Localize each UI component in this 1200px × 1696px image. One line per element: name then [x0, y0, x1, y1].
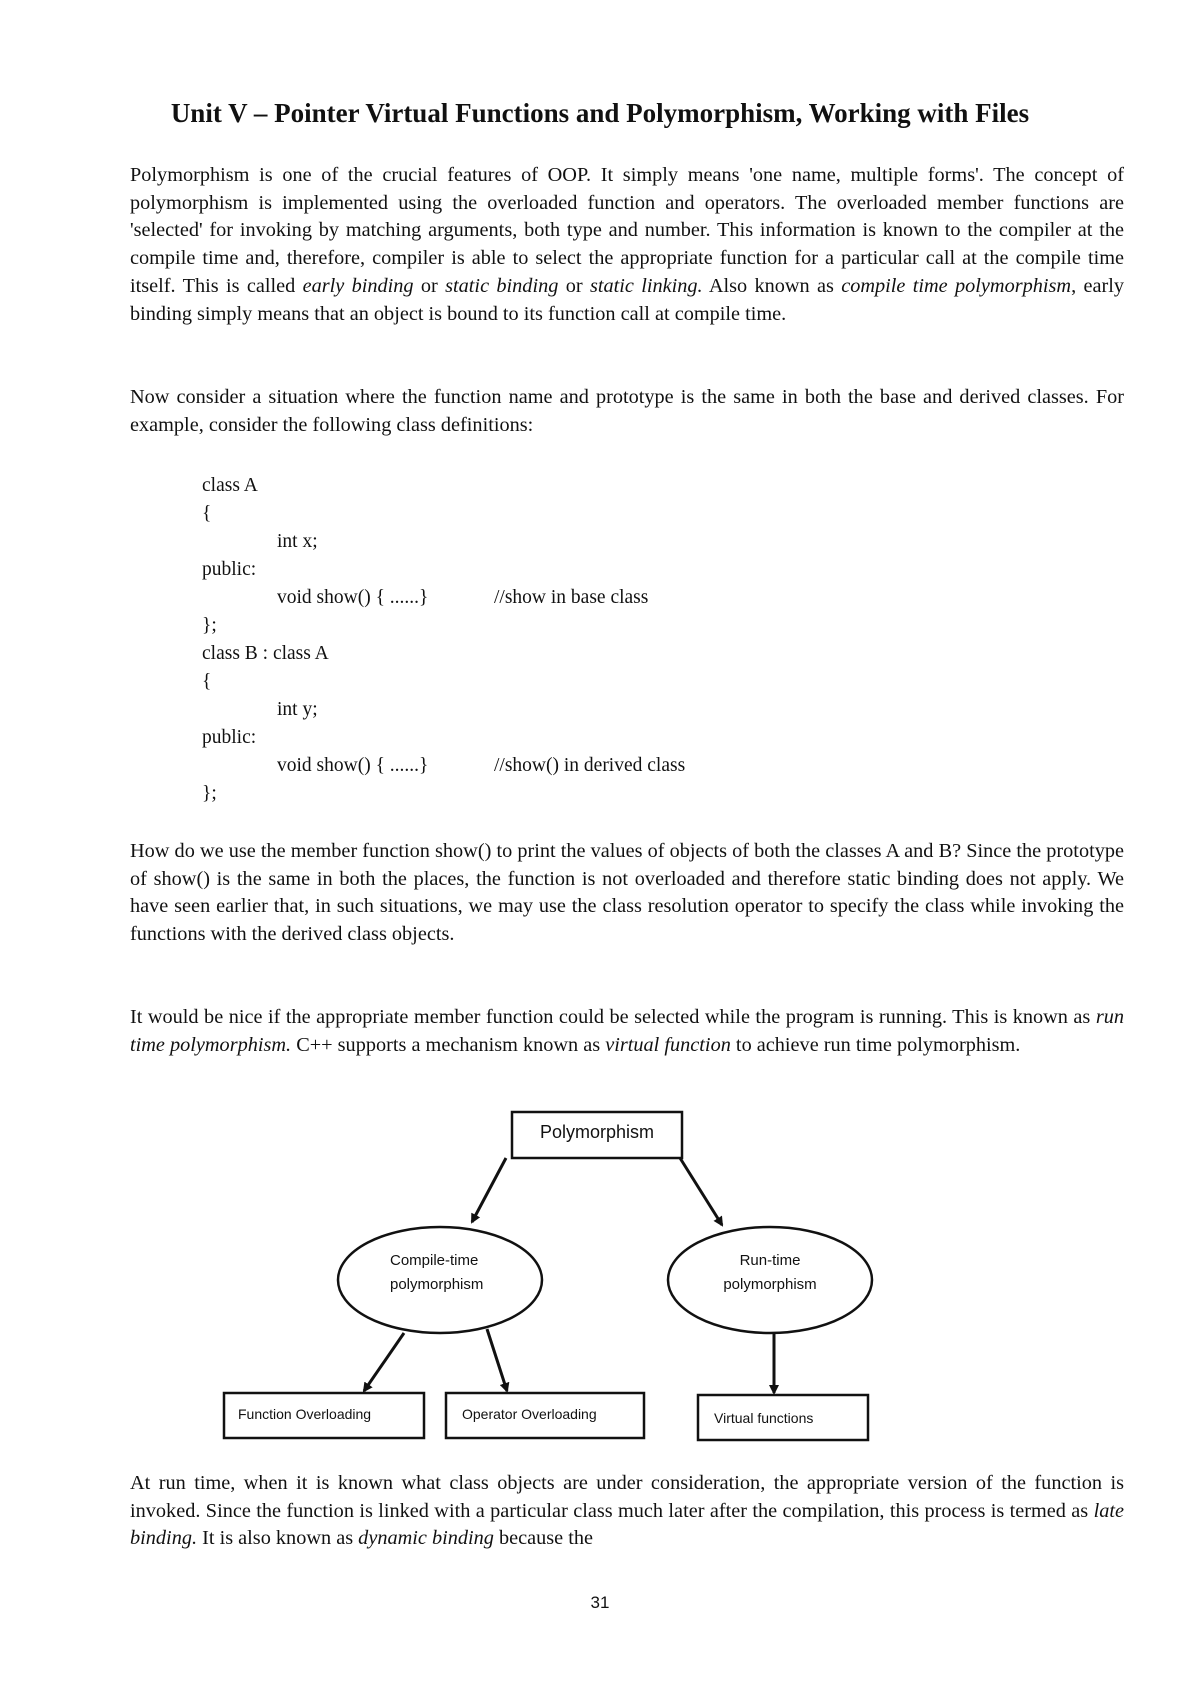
diagram-compile-label-line2: polymorphism — [390, 1276, 484, 1293]
code-line: void show() { ......} — [277, 755, 429, 776]
runtime-text: It would be nice if the appropriate member function could be selected while the program is running. This is known as — [130, 1006, 1096, 1028]
code-line: int x; — [277, 531, 318, 552]
term-early-binding: early binding — [302, 274, 414, 297]
page-title: Unit V – Pointer Virtual Functions and Polymorphism, Working with Files — [170, 98, 1030, 128]
diagram-runtime-label-line2: polymorphism — [723, 1276, 817, 1293]
paragraph-question: How do we use the member function show() to print the values of objects of both the classes A and B? Since the prototype of show() is the same in both the places, the function is not overloaded and therefore static binding does not apply. We have seen earlier that, in such situations, we may use the class resolution operator to specify the class while invoking the functions with the derived class objects. — [130, 840, 1124, 946]
code-comment: //show in base class — [494, 587, 649, 608]
arrow-root-to-compile — [472, 1158, 506, 1222]
paragraph-runtime — [130, 1004, 1124, 1059]
code-comment: //show() in derived class — [494, 755, 686, 776]
term-static-linking: static linking. — [589, 274, 703, 297]
paragraph-situation: Now consider a situation where the function name and prototype is the same in both the base and derived classes. For example, consider the following class definitions: — [130, 386, 1124, 436]
connector-text: Also known as — [702, 274, 842, 297]
arrow-compile-to-operator — [487, 1329, 507, 1391]
diagram-compile-label-line1: Compile-time — [390, 1252, 479, 1269]
term-virtual-function: virtual function — [605, 1033, 731, 1056]
runtime-text: C++ supports a mechanism known as — [291, 1033, 606, 1056]
late-binding-text: It is also known as — [197, 1527, 359, 1550]
term-run-time-polymorphism: run time polymorphism. — [130, 1006, 1124, 1056]
code-line: void show() { ......} — [277, 587, 429, 608]
code-line: { — [202, 503, 212, 524]
arrow-compile-to-function — [364, 1333, 404, 1391]
code-line: int y; — [277, 699, 318, 720]
paragraph-late-binding — [130, 1470, 1124, 1553]
diagram-root-label: Polymorphism — [539, 1122, 655, 1142]
code-line: }; — [202, 615, 217, 636]
late-binding-text: At run time, when it is known what class objects are under consideration, the appropriate version of the function is invoked. Since the function is linked with a particular class much later after the compilation, this process is termed as — [130, 1472, 1124, 1522]
arrow-root-to-runtime — [680, 1158, 722, 1225]
intro-text-end: , early binding simply means that an object is bound to its function call at compile time. — [130, 274, 1124, 325]
code-line: public: — [202, 559, 257, 580]
late-binding-text-end: because the — [493, 1527, 594, 1550]
connector-text: or — [558, 274, 590, 297]
diagram-leaf-label: Operator Overloading — [462, 1406, 597, 1422]
code-line: public: — [202, 727, 257, 748]
code-line: class B : class A — [202, 643, 329, 664]
paragraph-intro — [130, 162, 1124, 328]
diagram-leaf-label: Function Overloading — [238, 1406, 372, 1422]
diagram-leaf-label: Virtual functions — [714, 1410, 814, 1426]
code-line: }; — [202, 783, 217, 804]
term-late-binding: late binding. — [130, 1499, 1124, 1550]
term-compile-time-polymorphism: compile time polymorphism — [841, 274, 1072, 297]
code-line: { — [202, 671, 212, 692]
intro-text: Polymorphism is one of the crucial features of OOP. It simply means 'one name, multiple forms'. The concept of polymorphism is implemented using the overloaded function and operators. The overloaded member functions are 'selected' for invoking by matching arguments, both type and number. This information is known to the compiler at the compile time and, therefore, compiler is able to select the appropriate function for a particular call at the compile time itself. This is called — [130, 164, 1124, 297]
term-static-binding: static binding — [445, 274, 559, 297]
polymorphism-diagram — [210, 1108, 890, 1450]
page-number: 31 — [590, 1593, 610, 1612]
diagram-runtime-label-line1: Run-time — [739, 1252, 801, 1269]
runtime-text-end: to achieve run time polymorphism. — [730, 1033, 1021, 1056]
code-line: class A — [202, 475, 258, 496]
connector-text: or — [413, 274, 446, 297]
term-dynamic-binding: dynamic binding — [358, 1527, 494, 1550]
